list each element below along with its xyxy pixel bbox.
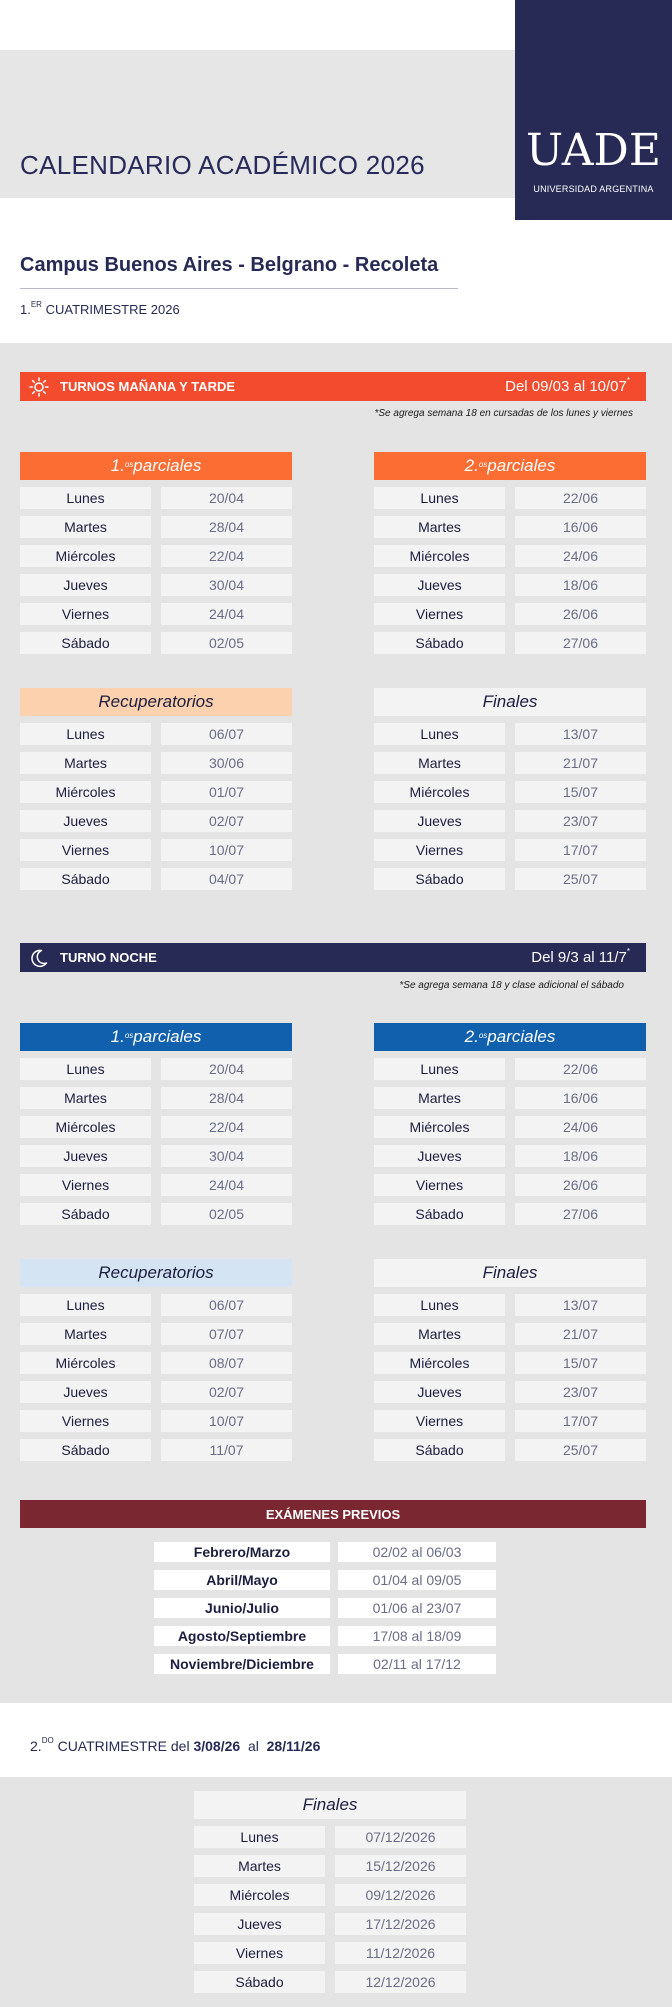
weekday-cell: Viernes (374, 1410, 505, 1432)
weekday-cell: Sábado (374, 868, 505, 890)
date-cell: 16/06 (515, 516, 646, 538)
table-row (20, 1410, 292, 1432)
table-row (374, 632, 646, 654)
night-parciales1-table (20, 1023, 292, 1225)
weekday-cell: Martes (374, 752, 505, 774)
table-row (20, 839, 292, 861)
table-row (374, 1087, 646, 1109)
table-row (194, 1884, 466, 1906)
date-cell: 07/12/2026 (335, 1826, 466, 1848)
table-row (194, 1826, 466, 1848)
weekday-cell: Sábado (374, 1439, 505, 1461)
table-row (374, 868, 646, 890)
range-asterisk: * (626, 947, 630, 956)
table-row (374, 516, 646, 538)
night-parciales2-table (374, 1023, 646, 1225)
weekday-cell: Miércoles (20, 1116, 151, 1138)
date-cell: 06/07 (161, 1294, 292, 1316)
weekday-cell: Miércoles (20, 781, 151, 803)
table-title: Recuperatorios (20, 1259, 292, 1287)
table-row (374, 1145, 646, 1167)
table-title: Recuperatorios (20, 688, 292, 716)
weekday-cell: Miércoles (374, 545, 505, 567)
table-row (20, 1381, 292, 1403)
night-shift-range (531, 949, 630, 966)
weekday-cell: Lunes (374, 1294, 505, 1316)
weekday-cell: Miércoles (374, 781, 505, 803)
weekday-cell: Sábado (374, 632, 505, 654)
table-title: Finales (374, 688, 646, 716)
date-cell: 15/07 (515, 781, 646, 803)
date-cell: 13/07 (515, 1294, 646, 1316)
table-row (374, 1439, 646, 1461)
examenes-previos-table (154, 1534, 496, 1674)
date-cell: 12/12/2026 (335, 1971, 466, 1993)
date-cell: 22/06 (515, 487, 646, 509)
title-number: 1. (110, 1027, 125, 1046)
table-row (374, 1058, 646, 1080)
title-text: parciales (133, 456, 202, 475)
table-title (374, 452, 646, 480)
weekday-cell: Jueves (374, 1381, 505, 1403)
table-title (374, 1023, 646, 1051)
second-term-finales-table (194, 1791, 466, 1993)
page-title: CALENDARIO ACADÉMICO 2026 (20, 150, 425, 180)
weekday-cell: Martes (374, 1323, 505, 1345)
table-row (374, 810, 646, 832)
date-cell: 02/05 (161, 1203, 292, 1225)
range-cell: 01/04 al 09/05 (338, 1570, 496, 1590)
table-row (154, 1598, 496, 1618)
night-shift-note: *Se agrega semana 18 y clase adicional el sábado (399, 980, 624, 991)
term-ordinal: ER (30, 300, 42, 309)
table-row (20, 603, 292, 625)
night-finales-table (374, 1259, 646, 1461)
weekday-cell: Miércoles (20, 545, 151, 567)
date-cell: 22/04 (161, 545, 292, 567)
title-number: 2. (464, 1027, 479, 1046)
table-row (374, 723, 646, 745)
weekday-cell: Viernes (20, 839, 151, 861)
date-cell: 16/06 (515, 1087, 646, 1109)
date-cell: 25/07 (515, 1439, 646, 1461)
table-row (374, 1381, 646, 1403)
range-cell: 01/06 al 23/07 (338, 1598, 496, 1618)
weekday-cell: Martes (374, 516, 505, 538)
date-cell: 24/06 (515, 1116, 646, 1138)
day-parciales1-table (20, 452, 292, 654)
table-row (374, 1323, 646, 1345)
term-ordinal: DO (41, 1736, 54, 1745)
date-cell: 23/07 (515, 1381, 646, 1403)
term-end-date: 28/11/26 (266, 1738, 321, 1754)
table-row (20, 810, 292, 832)
table-row (20, 1087, 292, 1109)
weekday-cell: Viernes (20, 1174, 151, 1196)
date-cell: 23/07 (515, 810, 646, 832)
date-cell: 27/06 (515, 1203, 646, 1225)
date-cell: 24/04 (161, 603, 292, 625)
date-cell: 26/06 (515, 603, 646, 625)
date-cell: 15/12/2026 (335, 1855, 466, 1877)
weekday-cell: Sábado (20, 1439, 151, 1461)
table-row (374, 839, 646, 861)
weekday-cell: Lunes (20, 1294, 151, 1316)
table-row (20, 781, 292, 803)
table-title: Finales (194, 1791, 466, 1819)
table-row (20, 1116, 292, 1138)
date-cell: 27/06 (515, 632, 646, 654)
term-text: CUATRIMESTRE del (53, 1738, 194, 1754)
table-row (374, 574, 646, 596)
table-row (20, 1352, 292, 1374)
day-shift-note: *Se agrega semana 18 en cursadas de los lunes y viernes (374, 408, 633, 419)
weekday-cell: Jueves (374, 810, 505, 832)
logo-subtitle: UNIVERSIDAD ARGENTINA (533, 184, 654, 194)
period-cell: Abril/Mayo (154, 1570, 330, 1590)
date-cell: 11/07 (161, 1439, 292, 1461)
table-row (374, 781, 646, 803)
table-row (194, 1942, 466, 1964)
table-row (194, 1971, 466, 1993)
table-row (374, 1174, 646, 1196)
weekday-cell: Jueves (194, 1913, 325, 1935)
term-number: 1. (20, 302, 31, 317)
table-row (374, 487, 646, 509)
weekday-cell: Jueves (20, 1381, 151, 1403)
date-cell: 28/04 (161, 1087, 292, 1109)
moon-icon (28, 947, 50, 969)
table-row (374, 545, 646, 567)
weekday-cell: Viernes (20, 603, 151, 625)
term-number: 2. (30, 1738, 42, 1754)
date-cell: 07/07 (161, 1323, 292, 1345)
weekday-cell: Lunes (20, 1058, 151, 1080)
table-row (374, 1116, 646, 1138)
range-asterisk: * (626, 376, 630, 385)
title-text: parciales (133, 1027, 202, 1046)
date-cell: 25/07 (515, 868, 646, 890)
table-row (374, 1410, 646, 1432)
title-ordinal: os (124, 1030, 134, 1040)
range-text: Del 9/3 al 11/7 (531, 949, 627, 966)
table-row (20, 1145, 292, 1167)
date-cell: 30/06 (161, 752, 292, 774)
date-cell: 02/05 (161, 632, 292, 654)
weekday-cell: Sábado (194, 1971, 325, 1993)
date-cell: 18/06 (515, 574, 646, 596)
table-row (20, 1203, 292, 1225)
day-shift-bar (20, 372, 646, 401)
date-cell: 13/07 (515, 723, 646, 745)
table-title (20, 1023, 292, 1051)
table-row (154, 1626, 496, 1646)
date-cell: 02/07 (161, 1381, 292, 1403)
title-ordinal: os (478, 1030, 488, 1040)
table-row (374, 752, 646, 774)
date-cell: 17/12/2026 (335, 1913, 466, 1935)
table-row (154, 1570, 496, 1590)
weekday-cell: Viernes (374, 603, 505, 625)
weekday-cell: Martes (20, 516, 151, 538)
date-cell: 02/07 (161, 810, 292, 832)
table-row (20, 723, 292, 745)
weekday-cell: Sábado (374, 1203, 505, 1225)
period-cell: Noviembre/Diciembre (154, 1654, 330, 1674)
logo-wordmark: UADE (526, 125, 661, 176)
date-cell: 06/07 (161, 723, 292, 745)
table-row (20, 1294, 292, 1316)
date-cell: 24/06 (515, 545, 646, 567)
weekday-cell: Jueves (20, 574, 151, 596)
table-row (154, 1654, 496, 1674)
divider (20, 288, 458, 289)
date-cell: 22/06 (515, 1058, 646, 1080)
weekday-cell: Lunes (194, 1826, 325, 1848)
campus-heading: Campus Buenos Aires - Belgrano - Recoleta (20, 254, 439, 276)
weekday-cell: Lunes (374, 487, 505, 509)
table-row (374, 1294, 646, 1316)
date-cell: 11/12/2026 (335, 1942, 466, 1964)
table-row (194, 1855, 466, 1877)
title-ordinal: os (478, 459, 488, 469)
second-term-label (30, 1738, 320, 1754)
day-recuperatorios-table (20, 688, 292, 890)
date-cell: 24/04 (161, 1174, 292, 1196)
title-text: parciales (487, 456, 556, 475)
date-cell: 10/07 (161, 1410, 292, 1432)
table-row (20, 1323, 292, 1345)
table-row (20, 1439, 292, 1461)
date-cell: 09/12/2026 (335, 1884, 466, 1906)
weekday-cell: Lunes (20, 487, 151, 509)
weekday-cell: Jueves (20, 810, 151, 832)
weekday-cell: Lunes (374, 723, 505, 745)
date-cell: 22/04 (161, 1116, 292, 1138)
weekday-cell: Viernes (20, 1410, 151, 1432)
range-cell: 02/02 al 06/03 (338, 1542, 496, 1562)
table-row (374, 1352, 646, 1374)
date-cell: 30/04 (161, 1145, 292, 1167)
day-shift-range (505, 378, 630, 395)
table-row (20, 487, 292, 509)
date-cell: 08/07 (161, 1352, 292, 1374)
weekday-cell: Miércoles (374, 1352, 505, 1374)
date-cell: 21/07 (515, 1323, 646, 1345)
date-cell: 28/04 (161, 516, 292, 538)
date-cell: 17/07 (515, 1410, 646, 1432)
date-cell: 17/07 (515, 839, 646, 861)
first-term-label (20, 302, 180, 317)
weekday-cell: Miércoles (374, 1116, 505, 1138)
date-cell: 20/04 (161, 487, 292, 509)
table-row (374, 603, 646, 625)
night-shift-label: TURNO NOCHE (60, 950, 157, 965)
uade-logo (515, 0, 672, 220)
title-text: parciales (487, 1027, 556, 1046)
table-row (20, 516, 292, 538)
date-cell: 10/07 (161, 839, 292, 861)
weekday-cell: Miércoles (194, 1884, 325, 1906)
day-shift-label: TURNOS MAÑANA Y TARDE (60, 379, 236, 394)
term-connector: al (240, 1738, 267, 1754)
day-parciales2-table (374, 452, 646, 654)
title-number: 2. (464, 456, 479, 475)
period-cell: Agosto/Septiembre (154, 1626, 330, 1646)
weekday-cell: Sábado (20, 1203, 151, 1225)
weekday-cell: Viernes (194, 1942, 325, 1964)
range-cell: 02/11 al 17/12 (338, 1654, 496, 1674)
weekday-cell: Jueves (20, 1145, 151, 1167)
table-row (20, 574, 292, 596)
date-cell: 20/04 (161, 1058, 292, 1080)
weekday-cell: Jueves (374, 574, 505, 596)
date-cell: 21/07 (515, 752, 646, 774)
date-cell: 26/06 (515, 1174, 646, 1196)
table-row (20, 545, 292, 567)
day-finales-table (374, 688, 646, 890)
table-row (20, 868, 292, 890)
weekday-cell: Sábado (20, 868, 151, 890)
date-cell: 18/06 (515, 1145, 646, 1167)
weekday-cell: Martes (20, 1087, 151, 1109)
weekday-cell: Viernes (374, 1174, 505, 1196)
term-start-date: 3/08/26 (193, 1738, 241, 1754)
weekday-cell: Viernes (374, 839, 505, 861)
weekday-cell: Martes (194, 1855, 325, 1877)
range-cell: 17/08 al 18/09 (338, 1626, 496, 1646)
term-text: CUATRIMESTRE 2026 (41, 302, 180, 317)
weekday-cell: Miércoles (20, 1352, 151, 1374)
table-row (20, 1058, 292, 1080)
weekday-cell: Sábado (20, 632, 151, 654)
weekday-cell: Lunes (20, 723, 151, 745)
table-title: Finales (374, 1259, 646, 1287)
period-cell: Febrero/Marzo (154, 1542, 330, 1562)
night-recuperatorios-table (20, 1259, 292, 1461)
weekday-cell: Martes (20, 752, 151, 774)
table-title (20, 452, 292, 480)
title-number: 1. (110, 456, 125, 475)
table-row (194, 1913, 466, 1935)
examenes-previos-bar: EXÁMENES PREVIOS (20, 1500, 646, 1528)
table-row (20, 752, 292, 774)
night-shift-bar (20, 943, 646, 972)
table-row (20, 1174, 292, 1196)
title-ordinal: os (124, 459, 134, 469)
weekday-cell: Lunes (374, 1058, 505, 1080)
table-row (374, 1203, 646, 1225)
range-text: Del 09/03 al 10/07 (505, 378, 627, 395)
table-row (20, 632, 292, 654)
sun-icon (28, 376, 50, 398)
weekday-cell: Jueves (374, 1145, 505, 1167)
date-cell: 04/07 (161, 868, 292, 890)
weekday-cell: Martes (20, 1323, 151, 1345)
date-cell: 01/07 (161, 781, 292, 803)
date-cell: 30/04 (161, 574, 292, 596)
date-cell: 15/07 (515, 1352, 646, 1374)
weekday-cell: Martes (374, 1087, 505, 1109)
table-row (154, 1542, 496, 1562)
period-cell: Junio/Julio (154, 1598, 330, 1618)
